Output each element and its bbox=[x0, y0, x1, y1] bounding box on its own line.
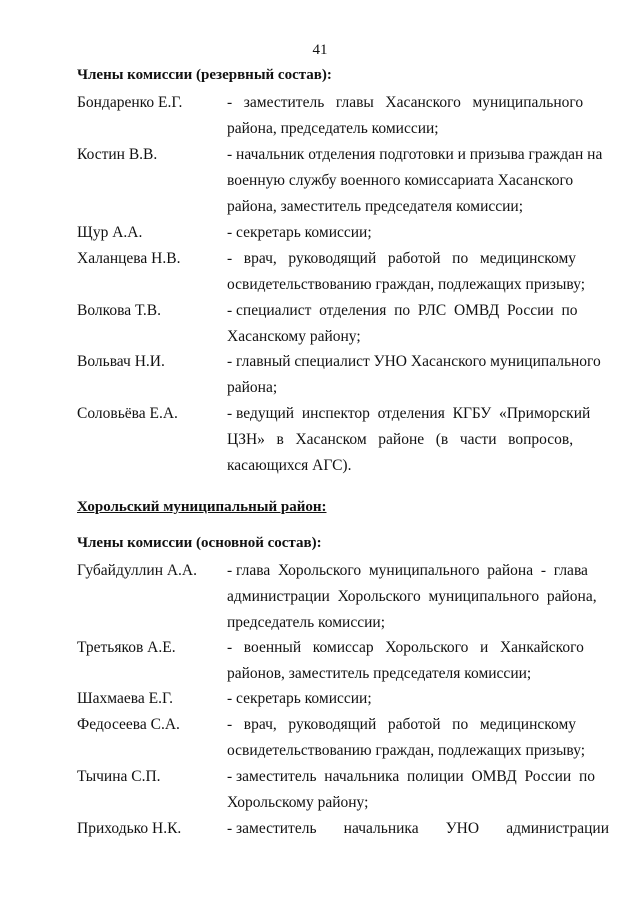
member-role bbox=[227, 558, 597, 636]
role-line: - врач, руководящий работой по медицинскому bbox=[227, 250, 577, 267]
member-role bbox=[227, 816, 610, 842]
section-heading-district: Хорольский муниципальный район: bbox=[77, 499, 327, 515]
role-line: - главный специалист УНО Хасанского муниципального bbox=[227, 353, 601, 370]
role-line: - заместитель начальника полиции ОМВД России по bbox=[227, 768, 596, 785]
role-line: района, заместитель председателя комиссии; bbox=[227, 198, 524, 215]
role-line: - военный комиссар Хорольского и Ханкайского bbox=[227, 639, 584, 656]
member-role bbox=[227, 246, 597, 298]
member-name: Вольвач Н.И. bbox=[77, 353, 165, 370]
member-name: Губайдуллин А.А. bbox=[77, 562, 198, 579]
role-line: председатель комиссии; bbox=[227, 614, 386, 631]
member-role bbox=[227, 90, 597, 142]
member-name: Шахмаева Е.Г. bbox=[77, 690, 174, 707]
role-line: районов, заместитель председателя комиссии; bbox=[227, 665, 532, 682]
section-heading-reserve: Члены комиссии (резервный состав): bbox=[77, 67, 332, 83]
member-role bbox=[227, 712, 597, 764]
role-line: ЦЗН» в Хасанском районе (в части вопросов, bbox=[227, 431, 574, 448]
member-name: Щур А.А. bbox=[77, 224, 143, 241]
member-role bbox=[227, 401, 597, 479]
role-line: - секретарь комиссии; bbox=[227, 224, 372, 241]
role-line: - специалист отделения по РЛС ОМВД России по bbox=[227, 302, 578, 319]
member-name: Приходько Н.К. bbox=[77, 820, 182, 837]
member-name: Халанцева Н.В. bbox=[77, 250, 181, 267]
role-line: Хорольскому району; bbox=[227, 794, 369, 811]
member-name: Волкова Т.В. bbox=[77, 302, 161, 319]
member-role bbox=[227, 142, 603, 220]
role-line: освидетельствованию граждан, подлежащих призыву; bbox=[227, 742, 586, 759]
member-role bbox=[227, 349, 601, 401]
role-line: военную службу военного комиссариата Хасанского bbox=[227, 172, 574, 189]
role-line: освидетельствованию граждан, подлежащих призыву; bbox=[227, 276, 586, 293]
role-line: района, председатель комиссии; bbox=[227, 120, 439, 137]
role-line: - заместитель начальника УНО администрации bbox=[227, 820, 610, 837]
role-line: - врач, руководящий работой по медицинскому bbox=[227, 716, 577, 733]
member-name: Бондаренко Е.Г. bbox=[77, 94, 183, 111]
member-role bbox=[227, 635, 597, 687]
role-line: - секретарь комиссии; bbox=[227, 690, 372, 707]
member-name: Третьяков А.Е. bbox=[77, 639, 176, 656]
member-role bbox=[227, 764, 597, 816]
member-role bbox=[227, 686, 597, 712]
member-name: Соловьёва Е.А. bbox=[77, 405, 178, 422]
role-line: касающихся АГС). bbox=[227, 457, 352, 474]
role-line: - начальник отделения подготовки и призыва граждан на bbox=[227, 146, 603, 163]
section-heading-main: Члены комиссии (основной состав): bbox=[77, 535, 322, 551]
role-line: - ведущий инспектор отделения КГБУ «Приморский bbox=[227, 405, 591, 422]
member-name: Федосеева С.А. bbox=[77, 716, 180, 733]
role-line: - глава Хорольского муниципального района - глава bbox=[227, 562, 588, 579]
role-line: - заместитель главы Хасанского муниципального bbox=[227, 94, 584, 111]
role-line: района; bbox=[227, 379, 278, 396]
member-role bbox=[227, 298, 597, 350]
member-role bbox=[227, 220, 597, 246]
member-name: Костин В.В. bbox=[77, 146, 158, 163]
role-line: администрации Хорольского муниципального района, bbox=[227, 588, 597, 605]
role-line: Хасанскому району; bbox=[227, 328, 361, 345]
page-number: 41 bbox=[312, 42, 328, 58]
member-name: Тычина С.П. bbox=[77, 768, 161, 785]
